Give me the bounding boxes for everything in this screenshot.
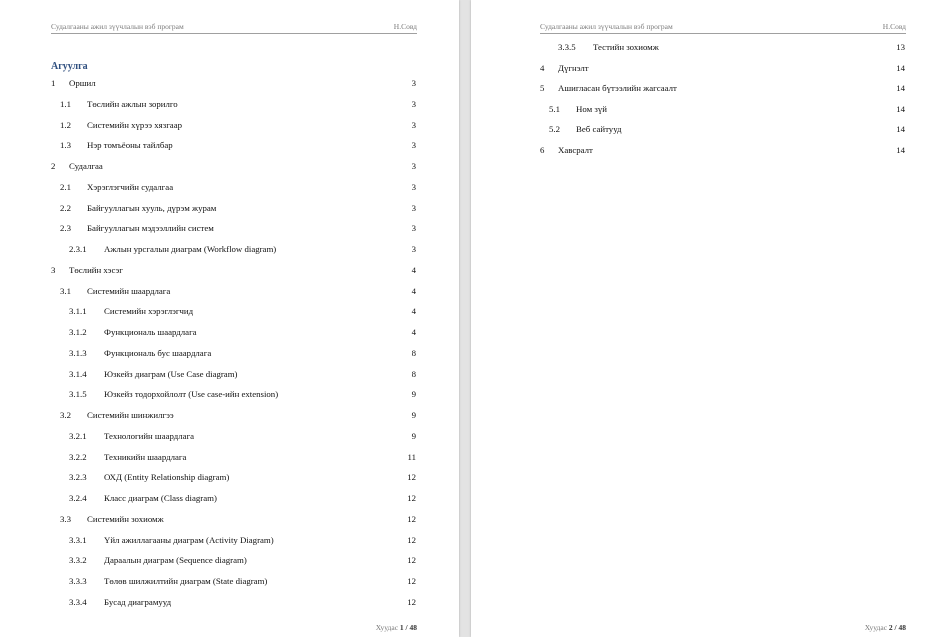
toc-entry-page: 3	[411, 202, 416, 213]
toc-entry-number: 5	[540, 83, 545, 94]
toc-entry-number: 3.2.2	[69, 451, 87, 462]
toc-entry-page: 14	[896, 103, 905, 114]
toc-entry-page: 9	[411, 410, 416, 420]
toc-entry[interactable]	[549, 124, 905, 138]
header-divider	[540, 33, 906, 34]
toc-heading: Агуулга	[51, 61, 88, 72]
toc-entry-number: 2	[51, 161, 56, 171]
toc-entry-title: Ном зүй	[576, 103, 607, 114]
toc-entry-page: 4	[411, 327, 416, 337]
toc-entry[interactable]	[51, 78, 416, 92]
toc-entry[interactable]	[51, 161, 416, 175]
toc-entry-page: 12	[407, 472, 416, 483]
page-footer	[376, 623, 417, 632]
toc-entry-page: 12	[407, 513, 416, 524]
toc-entry[interactable]	[60, 140, 416, 154]
toc-entry-page: 12	[407, 576, 416, 586]
toc-entry-page: 3	[411, 119, 416, 130]
toc-entry-number: 2.2	[60, 202, 71, 213]
toc-entry-page: 4	[411, 285, 416, 296]
toc-entry-title: Тестийн зохиомж	[593, 42, 659, 52]
toc-entry[interactable]	[69, 431, 416, 445]
toc-entry[interactable]	[60, 203, 416, 217]
toc-entry-page: 3	[411, 161, 416, 171]
toc-entry-title: Класс диаграм (Class diagram)	[104, 493, 217, 503]
toc-entry-page: 3	[411, 223, 416, 234]
running-header-left: Судалгааны ажил зүүчлалын вэб програм	[540, 22, 673, 31]
toc-entry-number: 3.2.4	[69, 493, 87, 503]
toc-entry-number: 6	[540, 145, 545, 155]
footer-label: Хуудас	[375, 623, 399, 632]
toc-entry-number: 1	[51, 78, 56, 88]
toc-entry-title: Ажлын урсгалын диаграм (Workflow diagram)	[104, 244, 277, 254]
toc-entry-title: Төслийн ажлын зорилго	[87, 98, 178, 109]
toc-entry-page: 3	[411, 78, 416, 88]
toc-entry-title: Судалгаа	[69, 161, 103, 171]
toc-entry-title: Хэрэглэгчийн судалгаа	[87, 181, 174, 192]
toc-entry-page: 8	[411, 368, 416, 379]
toc-entry-title: Системийн хэрэглэгчид	[104, 306, 194, 317]
toc-entry-number: 4	[540, 62, 545, 73]
toc-entry-title: Төлөв шилжилтийн диаграм (State diagram)	[104, 576, 268, 586]
header-divider	[51, 33, 417, 34]
toc-entry-number: 2.1	[60, 181, 71, 192]
footer-label: Хуудас	[864, 623, 888, 632]
document-page-2	[471, 0, 934, 637]
toc-entry-number: 1.3	[60, 140, 71, 151]
toc-entry-number: 3.1.5	[69, 389, 87, 400]
toc-entry-page: 12	[407, 493, 416, 503]
toc-entry-title: Үйл ажиллагааны диаграм (Activity Diagram)	[104, 534, 274, 545]
toc-entry-page: 14	[896, 145, 905, 155]
toc-entry-page: 3	[411, 98, 416, 109]
toc-entry-page: 3	[411, 140, 416, 151]
toc-entry-number: 3.1.1	[69, 306, 87, 317]
toc-entry-page: 8	[411, 347, 416, 358]
toc-entry-page: 13	[896, 42, 905, 52]
toc-entry[interactable]	[549, 104, 905, 118]
toc-entry-title: ОХД (Entity Relationship diagram)	[104, 472, 230, 483]
toc-entry[interactable]	[69, 244, 416, 258]
toc-entry-title: Техникийн шаардлага	[104, 451, 187, 462]
toc-entry-page: 14	[896, 83, 905, 94]
toc-entry-title: Юзкейз диаграм (Use Case diagram)	[104, 368, 238, 379]
page-number: 1 / 48	[399, 623, 417, 632]
toc-entry-number: 3.1.4	[69, 368, 87, 379]
toc-entry-number: 2.3.1	[69, 244, 87, 254]
toc-entry-page: 14	[896, 124, 905, 135]
toc-entry-title: Бусад диаграмууд	[104, 596, 172, 607]
toc-entry-number: 3.3.4	[69, 596, 87, 607]
toc-entry[interactable]	[69, 327, 416, 341]
toc-entry-page: 4	[411, 264, 416, 275]
toc-entry-page: 9	[411, 389, 416, 400]
toc-entry-number: 3.1	[60, 285, 71, 296]
toc-entry-page: 14	[896, 62, 905, 73]
toc-entry-number: 3.3	[60, 513, 71, 524]
toc-entry-page: 4	[411, 306, 416, 317]
toc-entry[interactable]	[558, 42, 905, 56]
toc-entry-number: 5.1	[549, 103, 560, 114]
toc-entry[interactable]	[69, 535, 416, 549]
toc-entry-page: 12	[407, 596, 416, 607]
toc-entry-number: 2.3	[60, 223, 71, 234]
toc-entry-number: 3.3.2	[69, 555, 87, 566]
toc-entry-page: 3	[411, 244, 416, 254]
toc-entry-number: 3.3.3	[69, 576, 87, 586]
toc-entry[interactable]	[60, 286, 416, 300]
toc-entry[interactable]	[69, 306, 416, 320]
toc-entry[interactable]	[60, 182, 416, 196]
toc-entry-number: 3.3.5	[558, 42, 576, 52]
toc-entry-title: Системийн зохиомж	[87, 513, 164, 524]
toc-entry[interactable]	[69, 493, 416, 507]
toc-entry-title: Функциональ шаардлага	[104, 327, 197, 337]
running-header-left: Судалгааны ажил зүүчлалын вэб програм	[51, 22, 184, 31]
toc-entry-page: 9	[411, 430, 416, 441]
toc-entry[interactable]	[69, 576, 416, 590]
toc-entry-page: 12	[407, 555, 416, 566]
toc-entry-number: 3.2.1	[69, 430, 87, 441]
toc-entry[interactable]	[69, 555, 416, 569]
toc-entry-title: Ашигласан бүтээлийн жагсаалт	[558, 83, 677, 94]
toc-entry-title: Дүгнэлт	[558, 62, 589, 73]
toc-entry-title: Байгууллагын хууль, дүрэм журам	[87, 202, 217, 213]
toc-entry[interactable]	[69, 472, 416, 486]
toc-entry-page: 11	[407, 451, 416, 462]
toc-entry-number: 1.2	[60, 119, 71, 130]
toc-entry[interactable]	[540, 83, 905, 97]
toc-entry-title: Юзкейз тодорхойлолт (Use case-ийн extension)	[104, 389, 279, 400]
toc-entry-title: Системийн шинжилгээ	[87, 410, 174, 420]
toc-entry-title: Байгууллагын мэдээллийн систем	[87, 223, 214, 234]
toc-entry[interactable]	[60, 410, 416, 424]
toc-entry-title: Оршил	[69, 78, 96, 88]
toc-entry-title: Хавсралт	[558, 145, 593, 155]
toc-entry[interactable]	[69, 389, 416, 403]
running-header-right: Н.Совд	[882, 22, 906, 31]
toc-entry-title: Дараалын диаграм (Sequence diagram)	[104, 555, 247, 566]
running-header-right: Н.Совд	[393, 22, 417, 31]
toc-entry-title: Төслийн хэсэг	[69, 264, 123, 275]
toc-entry-number: 1.1	[60, 98, 71, 109]
page-number: 2 / 48	[888, 623, 906, 632]
toc-entry-number: 5.2	[549, 124, 560, 135]
toc-entry-title: Функциональ бус шаардлага	[104, 347, 212, 358]
page-footer	[865, 623, 906, 632]
toc-entry-page: 12	[407, 534, 416, 545]
toc-entry-number: 3.1.3	[69, 347, 87, 358]
toc-entry-number: 3.1.2	[69, 327, 87, 337]
toc-entry-number: 3.2	[60, 410, 71, 420]
toc-entry-number: 3	[51, 264, 56, 275]
toc-entry[interactable]	[51, 265, 416, 279]
toc-entry[interactable]	[69, 452, 416, 466]
toc-entry-title: Нэр томъёоны тайлбар	[87, 140, 173, 151]
toc-entry[interactable]	[69, 597, 416, 611]
toc-entry-number: 3.2.3	[69, 472, 87, 483]
document-page-1	[0, 0, 459, 637]
toc-entry[interactable]	[540, 145, 905, 159]
toc-entry-title: Системийн шаардлага	[87, 285, 171, 296]
toc-entry-title: Системийн хүрээ хязгаар	[87, 119, 183, 130]
toc-entry-page: 3	[411, 181, 416, 192]
toc-entry[interactable]	[60, 120, 416, 134]
toc-entry[interactable]	[60, 514, 416, 528]
toc-entry[interactable]	[60, 223, 416, 237]
toc-entry[interactable]	[69, 369, 416, 383]
toc-entry-number: 3.3.1	[69, 534, 87, 545]
toc-entry[interactable]	[60, 99, 416, 113]
toc-entry[interactable]	[540, 63, 905, 77]
toc-entry-title: Технологийн шаардлага	[104, 430, 195, 441]
toc-entry-title: Веб сайтууд	[576, 124, 622, 135]
toc-entry[interactable]	[69, 348, 416, 362]
